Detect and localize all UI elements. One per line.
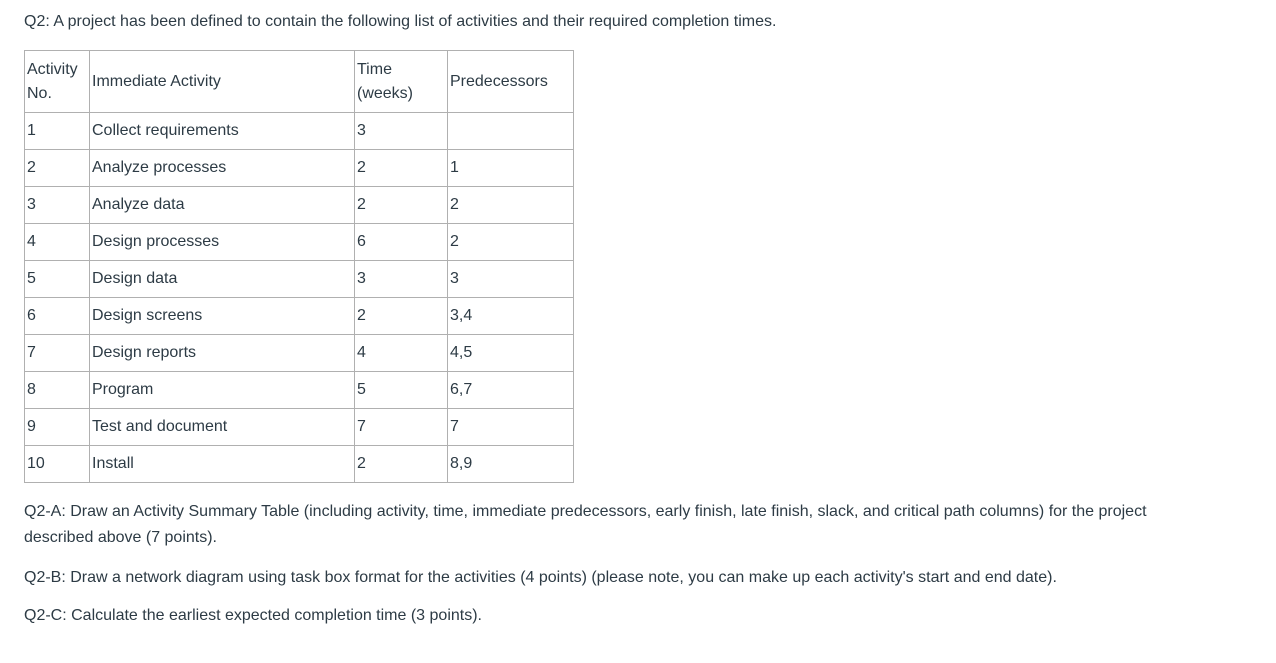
cell-activity-name: Program [90,372,355,409]
activity-table [24,50,574,483]
table-header-row [25,51,574,113]
cell-predecessors: 2 [448,224,574,261]
cell-time: 7 [355,409,448,446]
cell-predecessors [448,113,574,150]
cell-activity-no: 3 [25,187,90,224]
header-time-line1: Time [357,60,392,78]
header-time-line2: (weeks) [357,84,414,102]
cell-activity-name: Design reports [90,335,355,372]
cell-activity-no: 4 [25,224,90,261]
cell-predecessors: 3 [448,261,574,298]
cell-time: 2 [355,187,448,224]
cell-activity-name: Collect requirements [90,113,355,150]
question-intro: Q2: A project has been defined to contain the following list of activities and their required completion times. [24,13,777,30]
cell-activity-no: 6 [25,298,90,335]
header-activity-no [25,51,90,113]
header-immediate-activity: Immediate Activity [90,51,355,113]
cell-time: 2 [355,150,448,187]
cell-activity-name: Analyze data [90,187,355,224]
cell-activity-name: Design data [90,261,355,298]
header-time [355,51,448,113]
cell-predecessors: 3,4 [448,298,574,335]
cell-time: 3 [355,261,448,298]
cell-time: 5 [355,372,448,409]
header-activity-line2: No. [27,84,52,102]
table-row [25,261,574,298]
table-row [25,335,574,372]
cell-predecessors: 4,5 [448,335,574,372]
table-row [25,372,574,409]
cell-activity-no: 2 [25,150,90,187]
table-row [25,150,574,187]
cell-activity-name: Design processes [90,224,355,261]
cell-time: 6 [355,224,448,261]
cell-activity-name: Design screens [90,298,355,335]
cell-activity-no: 9 [25,409,90,446]
cell-predecessors: 7 [448,409,574,446]
table-row [25,224,574,261]
header-activity-line1: Activity [27,60,78,78]
cell-activity-no: 7 [25,335,90,372]
cell-activity-no: 5 [25,261,90,298]
question-a: Q2-A: Draw an Activity Summary Table (including activity, time, immediate predecessors, early finish, late finish, slack, and critical path columns) for the project described above (7 points). [24,503,1147,546]
header-predecessors: Predecessors [448,51,574,113]
table-row [25,409,574,446]
table-row [25,113,574,150]
cell-time: 3 [355,113,448,150]
cell-activity-no: 10 [25,446,90,483]
table-row [25,446,574,483]
cell-time: 2 [355,446,448,483]
table-row [25,298,574,335]
cell-activity-name: Analyze processes [90,150,355,187]
cell-activity-name: Test and document [90,409,355,446]
table-row [25,187,574,224]
cell-predecessors: 2 [448,187,574,224]
cell-activity-name: Install [90,446,355,483]
cell-activity-no: 1 [25,113,90,150]
question-b: Q2-B: Draw a network diagram using task box format for the activities (4 points) (please note, you can make up each activity's start and end date). [24,569,1057,586]
cell-time: 4 [355,335,448,372]
activity-rows [25,113,574,483]
cell-predecessors: 1 [448,150,574,187]
cell-time: 2 [355,298,448,335]
question-c: Q2-C: Calculate the earliest expected completion time (3 points). [24,607,482,624]
cell-predecessors: 8,9 [448,446,574,483]
cell-activity-no: 8 [25,372,90,409]
cell-predecessors: 6,7 [448,372,574,409]
